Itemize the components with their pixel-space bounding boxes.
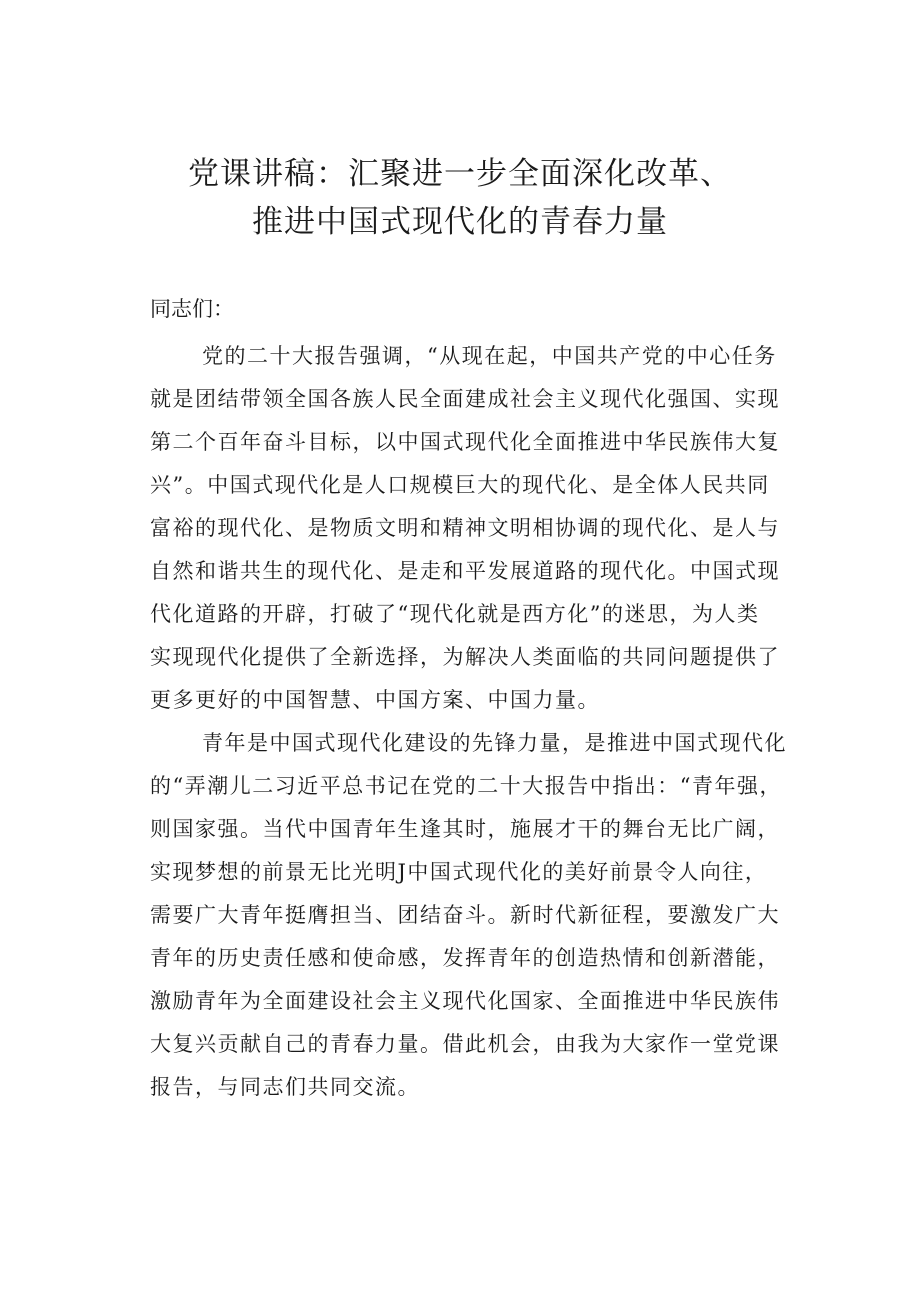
title-line-2: 推进中国式现代化的青春力量 — [252, 204, 668, 240]
body-line-2: 就是团结带领全国各族人民全面建成社会主义现代化强国、实现 — [150, 387, 780, 411]
body-line-9: 更多更好的中国智慧、中国方案、中国力量。 — [150, 688, 600, 712]
body-line-8: 实现现代化提供了全新选择，为解决人类面临的共同问题提供了 — [150, 645, 780, 669]
body-line-1: 党的二十大报告强调，“从现在起，中国共产党的中心任务 — [202, 344, 777, 368]
body-line-17: 大复兴贡献自己的青春力量。借此机会，由我为大家作一堂党课 — [150, 1032, 780, 1056]
body-line-15: 青年的历史责任感和使命感，发挥青年的创造热情和创新潜能， — [150, 946, 780, 970]
salutation: 同志们： — [150, 297, 234, 321]
body-line-7: 代化道路的开辟，打破了“现代化就是西方化”的迷思，为人类 — [150, 602, 760, 626]
body-line-10: 青年是中国式现代化建设的先锋力量，是推进中国式现代化 — [202, 731, 787, 755]
body-line-14: 需要广大青年挺膺担当、团结奋斗。新时代新征程，要激发广大 — [150, 903, 780, 927]
title-line-1: 党课讲稿：汇聚进一步全面深化改革、 — [188, 156, 732, 192]
body-line-6: 自然和谐共生的现代化、是走和平发展道路的现代化。中国式现 — [150, 559, 780, 583]
body-line-16: 激励青年为全面建设社会主义现代化国家、全面推进中华民族伟 — [150, 989, 780, 1013]
body-line-4: 兴”。中国式现代化是人口规模巨大的现代化、是全体人民共同 — [150, 473, 770, 497]
body-line-12: 则国家强。当代中国青年生逢其时，施展才干的舞台无比广阔， — [150, 817, 780, 841]
body-line-18: 报告，与同志们共同交流。 — [150, 1075, 420, 1099]
body-line-3: 第二个百年奋斗目标，以中国式现代化全面推进中华民族伟大复 — [150, 430, 780, 454]
document-title — [0, 150, 920, 246]
body-line-13: 实现梦想的前景无比光明J中国式现代化的美好前景令人向往， — [150, 860, 768, 884]
body-line-5: 富裕的现代化、是物质文明和精神文明相协调的现代化、是人与 — [150, 516, 780, 540]
body-line-11: 的“弄潮儿二习近平总书记在党的二十大报告中指出：“青年强， — [150, 774, 782, 798]
